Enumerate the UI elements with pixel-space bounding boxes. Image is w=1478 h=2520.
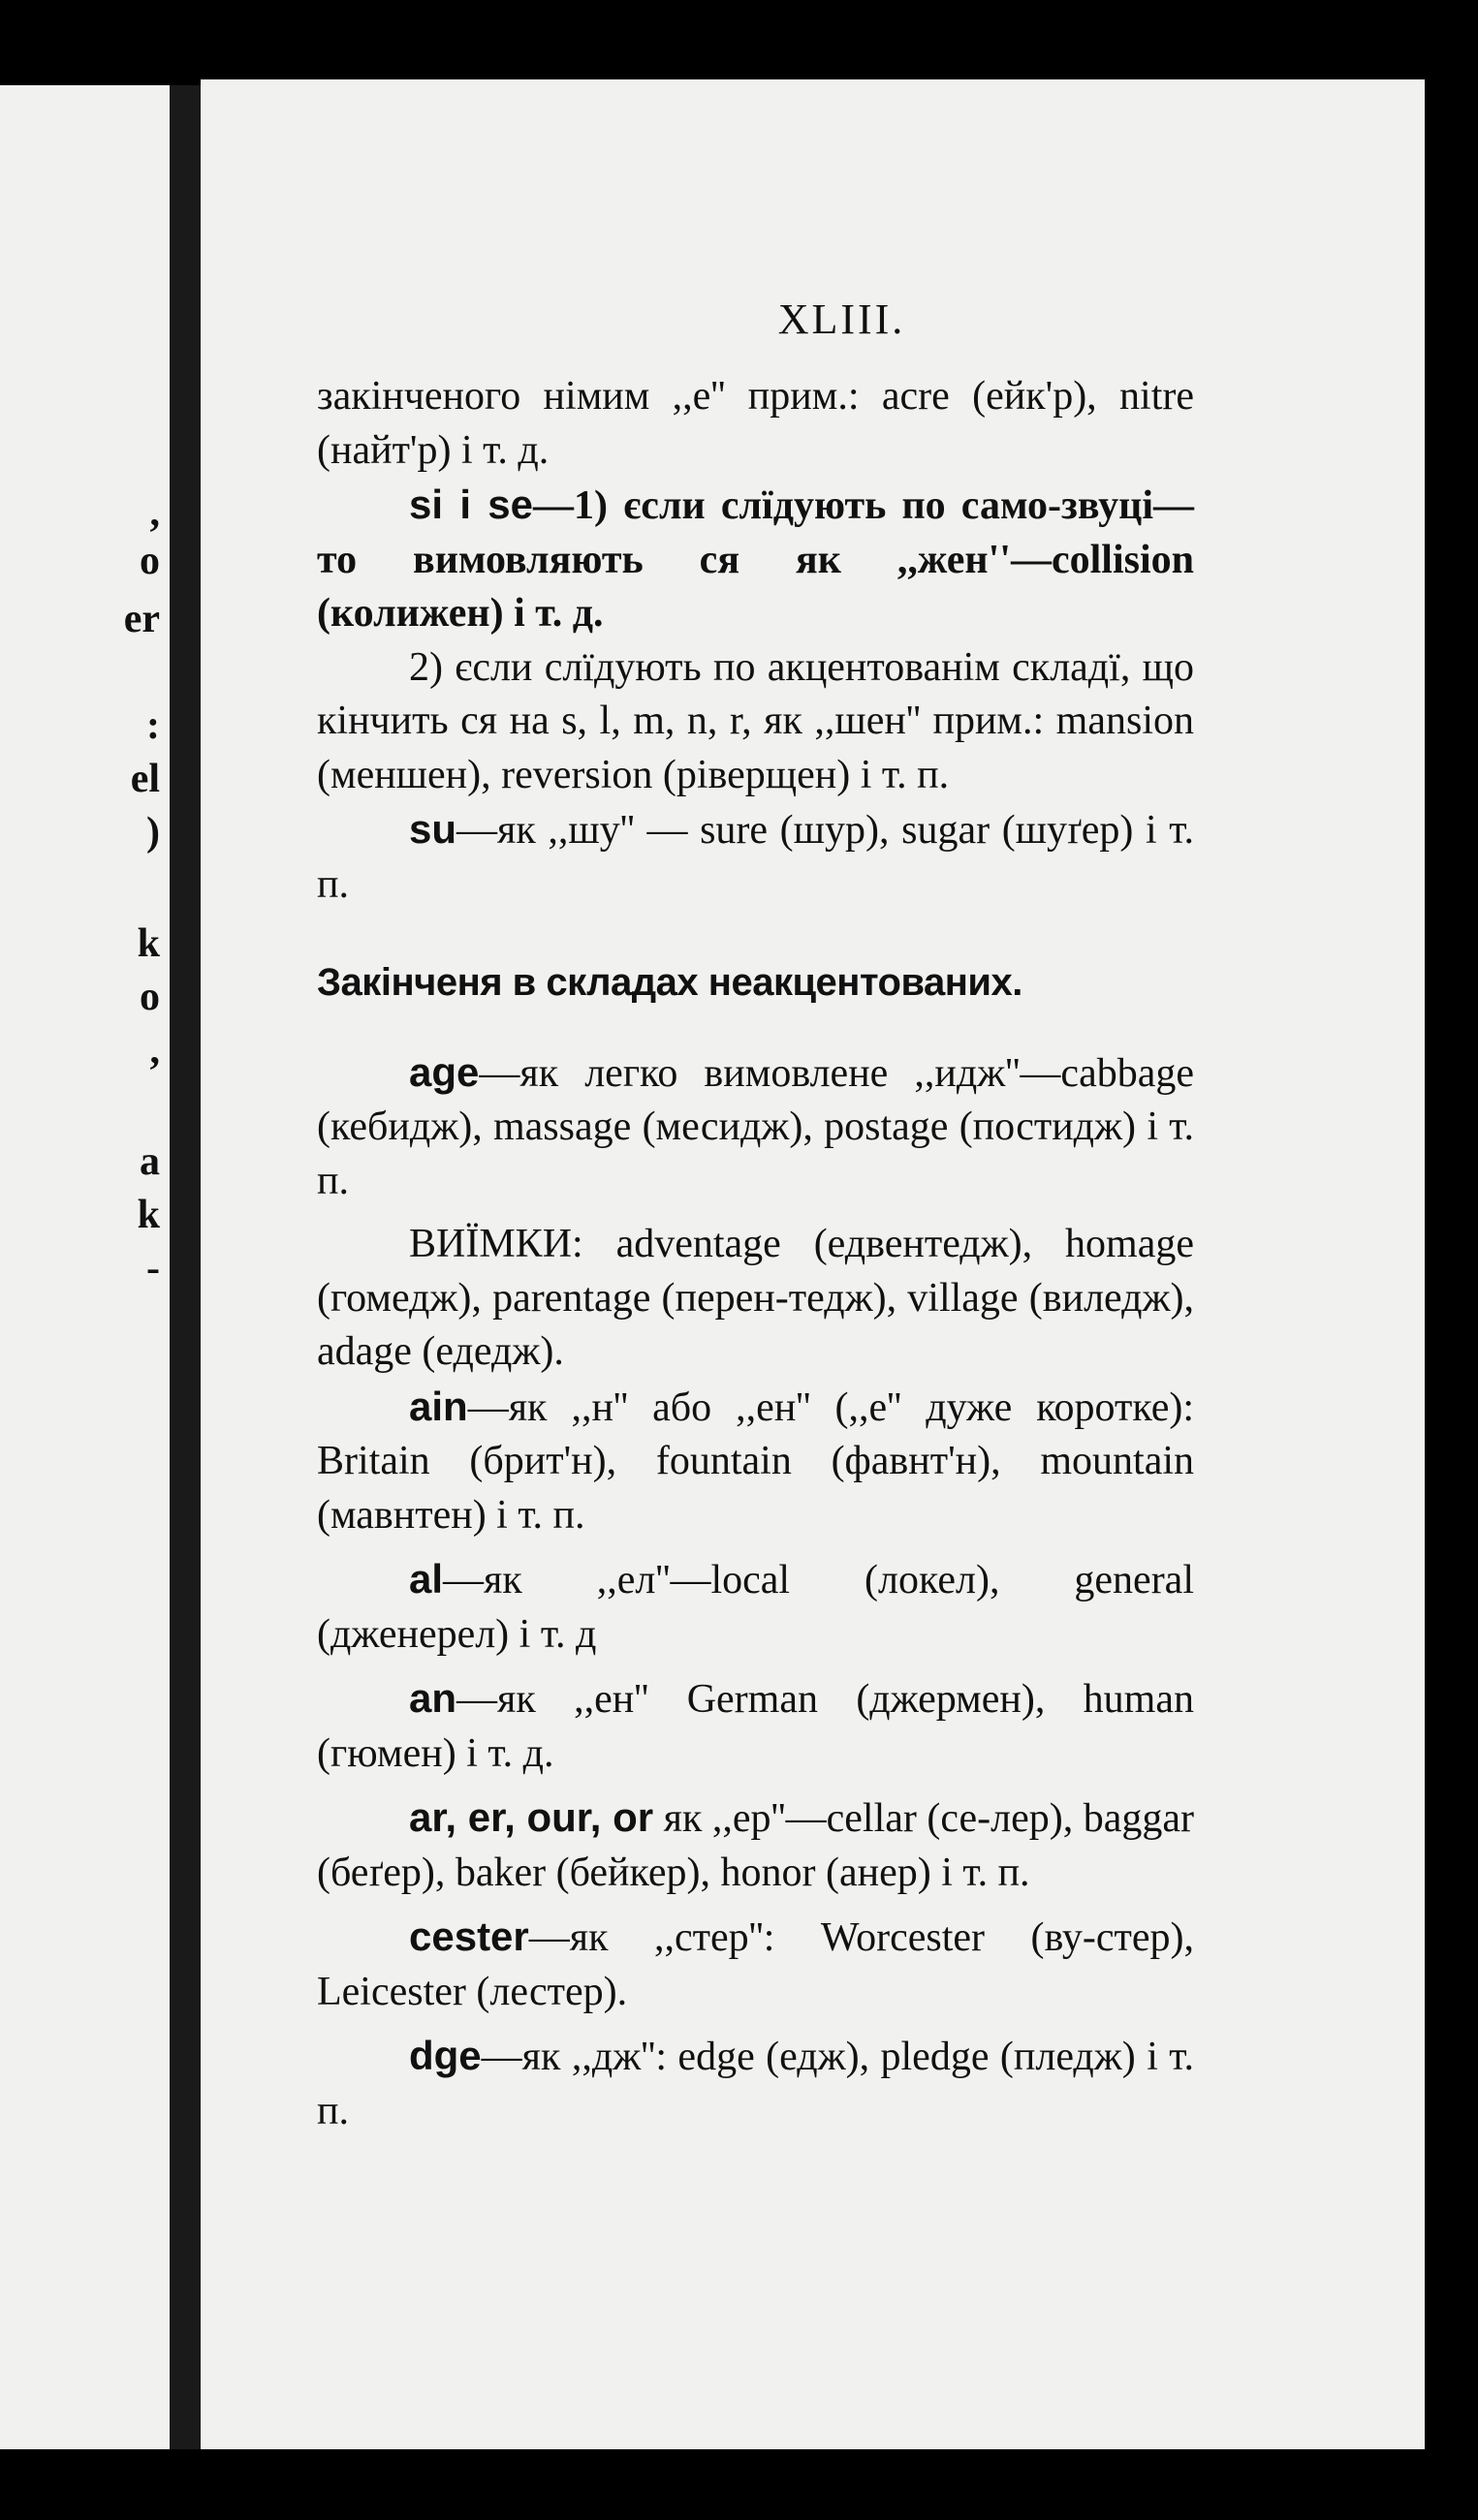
section-heading-text: Закінченя в складах неакцентованих.	[317, 961, 1022, 1004]
paragraph-al	[317, 1552, 1194, 1662]
paragraph-text: ВИЇМКИ: adventage (едвентедж), homage (гомедж), parentage (перен-тедж), village (виледж), adage (едедж).	[317, 1222, 1194, 1374]
paragraph-text: —як ,,дж'': edge (едж), pledge (пледж) і т. п.	[317, 2035, 1194, 2133]
paragraph-su	[317, 802, 1194, 912]
paragraph-text: як ,,ер''—cellar (се-лер), baggar (беґер), baker (бейкер), honor (анер) і т. п.	[317, 1796, 1194, 1895]
paragraph-si-se	[317, 478, 1194, 641]
section-heading	[317, 956, 1194, 1011]
paragraph-text: 2) єсли слїдують по акцентованім складї, що кінчить ся на s, l, m, n, r, як ,,шен'' прим.: mansion (меншен), reversion (ріверщен) і т. п.	[317, 644, 1194, 797]
paragraph-text: —як ,,ен'' German (джермен), human (гюмен) і т. д.	[317, 1677, 1194, 1776]
left-page-edge	[0, 85, 170, 2449]
paragraph-ar-er-our-or	[317, 1790, 1194, 1900]
paragraph-lead: dge	[409, 2033, 482, 2078]
left-page-fragment: :	[146, 703, 160, 748]
paragraph-lead: si і se	[409, 482, 534, 527]
paragraph-dge	[317, 2029, 1194, 2138]
book-page	[201, 79, 1425, 2449]
paragraph-ain	[317, 1380, 1194, 1543]
book-gutter	[170, 85, 201, 2449]
paragraph-an	[317, 1671, 1194, 1781]
paragraph-text: закінченого німим ,,е'' прим.: acre (ейк'р), nitre (найт'р) і т. д.	[317, 374, 1194, 473]
left-page-fragment: o	[140, 975, 160, 1019]
page-number: XLIII.	[777, 296, 906, 343]
paragraph-continuation	[317, 370, 1194, 478]
paragraph-lead: ar, er, our, or	[409, 1794, 654, 1840]
paragraph-cester	[317, 1910, 1194, 2019]
paragraph-text: —як ,,шу'' — sure (шур), sugar (шуґер) і т. п.	[317, 808, 1194, 907]
left-page-fragment: ,	[149, 490, 160, 535]
paragraph-lead: al	[409, 1556, 444, 1602]
paragraph-lead: ain	[409, 1383, 468, 1429]
page-text	[317, 370, 1194, 2138]
left-page-fragment: o	[140, 539, 160, 583]
left-page-fragment: -	[146, 1246, 160, 1291]
paragraph-lead: su	[409, 806, 457, 852]
paragraph-exceptions	[317, 1218, 1194, 1380]
left-page-fragment: )	[146, 810, 160, 855]
left-page-fragment: k	[137, 921, 160, 966]
left-page-fragment: k	[137, 1193, 160, 1237]
paragraph-lead: an	[409, 1675, 457, 1721]
left-page-fragment: el	[130, 757, 160, 801]
paragraph-lead: age	[409, 1048, 480, 1095]
paragraph-age	[317, 1045, 1194, 1209]
left-page-fragment: a	[140, 1139, 160, 1184]
paragraph-text: —як легко вимовлене ,,идж''—cabbage (кебидж), massage (месидж), postage (постидж) і т. п.	[317, 1050, 1194, 1203]
paragraph-text: —як ,,н'' або ,,ен'' (,,е'' дуже коротке): Britain (брит'н), fountain (фавнт'н), mountain (мавнтен) і т. п.	[317, 1384, 1194, 1538]
left-page-fragment: ,	[149, 1028, 160, 1073]
paragraph-text: —як ,,ел''—local (локел), general (дженерел) і т. д	[317, 1558, 1194, 1657]
paragraph-text: —як ,,стер'': Worcester (ву-стер), Leicester (лестер).	[317, 1915, 1194, 2014]
paragraph-text: —1) єсли слїдують по само-звуці—то вимовляють ся як ,,жен''—collision (колижен) і т. д.	[317, 483, 1194, 636]
paragraph-lead: cester	[409, 1913, 529, 1959]
paragraph-si-se-2	[317, 641, 1194, 803]
left-page-fragment: er	[123, 597, 160, 641]
